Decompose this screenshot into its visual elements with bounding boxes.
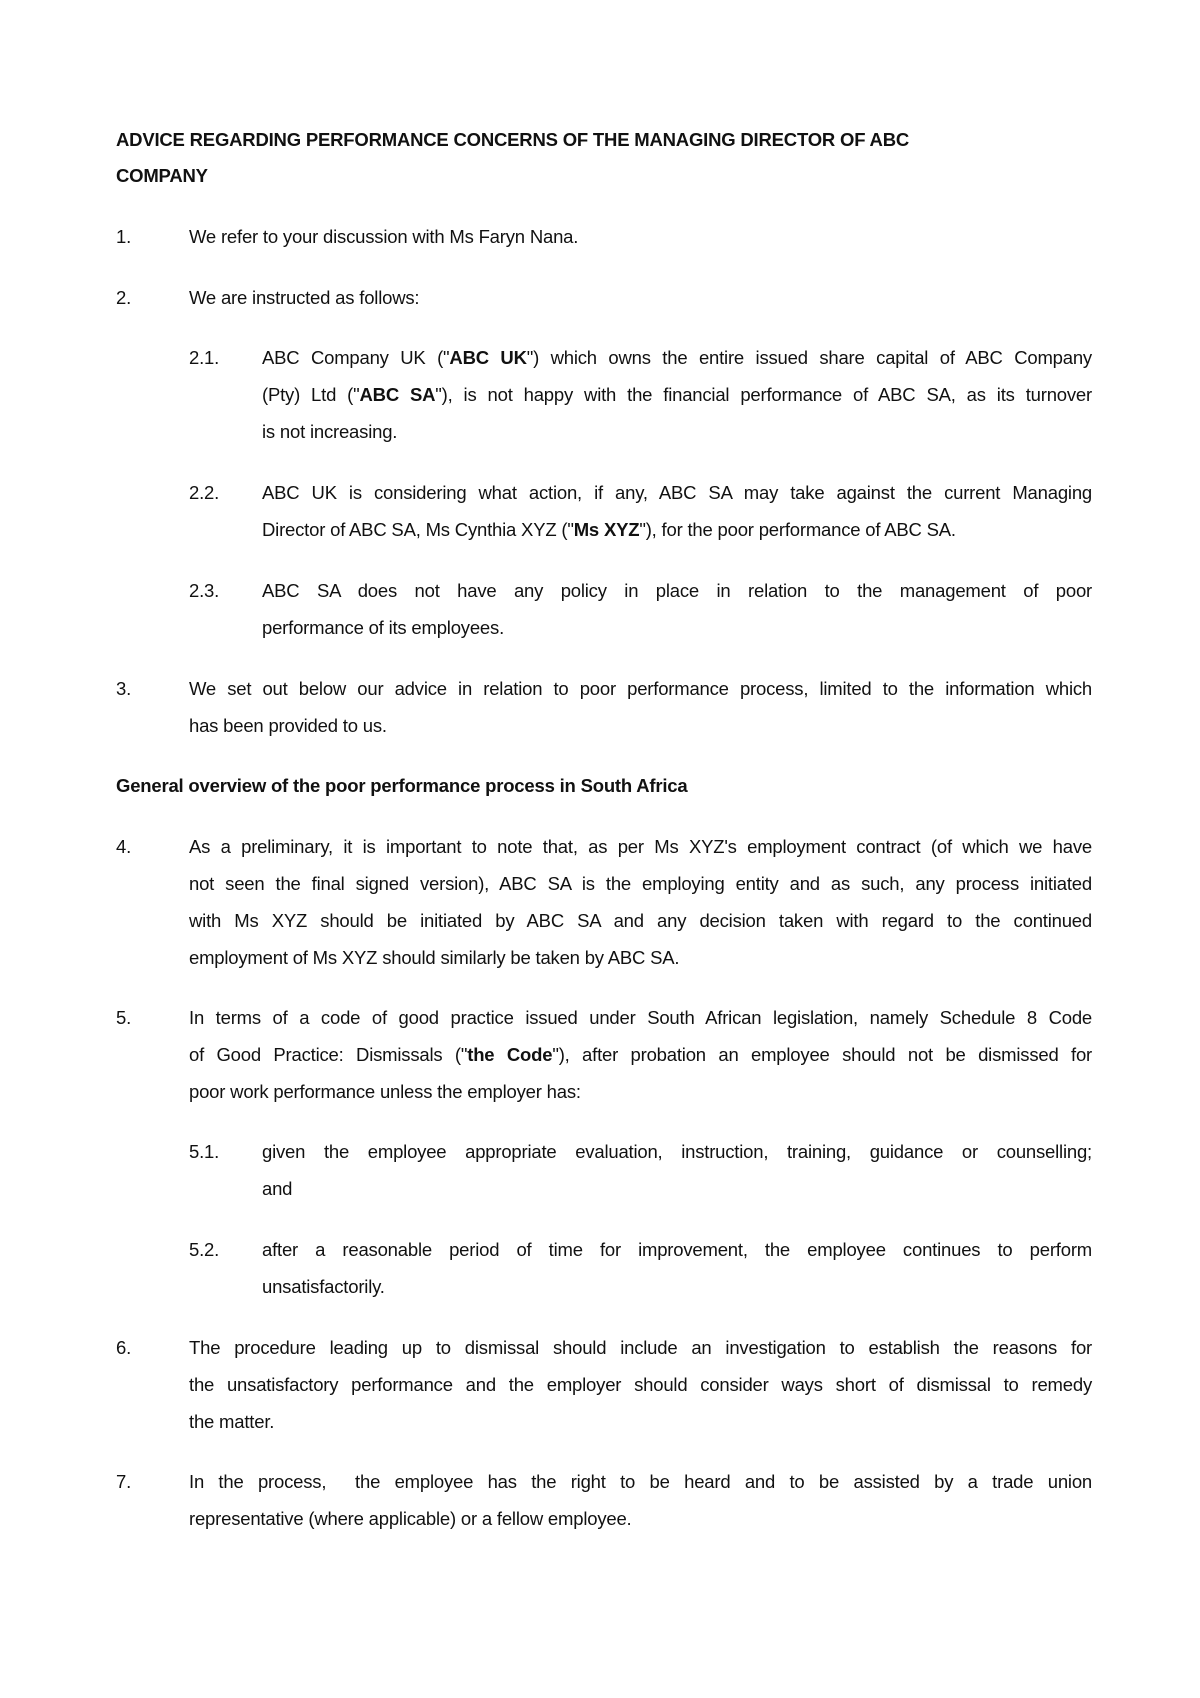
subparagraph-line: performance of its employees.: [262, 617, 505, 638]
defined-term: ABC SA: [359, 384, 436, 405]
paragraph-number: 6.: [116, 1337, 132, 1358]
paragraph-line: has been provided to us.: [189, 715, 387, 736]
subparagraph-line: and: [262, 1178, 293, 1199]
paragraph-line: the matter.: [189, 1411, 275, 1432]
document-title-line-2: COMPANY: [116, 165, 208, 186]
subparagraph-line: ABC Company UK ("ABC UK") which owns the entire issued share capital of ABC Company: [262, 347, 1092, 368]
subparagraph-number: 2.1.: [189, 347, 220, 368]
subparagraph-line: unsatisfactorily.: [262, 1276, 385, 1297]
subparagraph-line: (Pty) Ltd ("ABC SA"), is not happy with the financial performance of ABC SA, as its turnover: [262, 384, 1092, 405]
defined-term: the Code: [467, 1044, 553, 1065]
subparagraph-line: ABC SA does not have any policy in place in relation to the management of poor: [262, 580, 1092, 601]
defined-term: ABC UK: [449, 347, 527, 368]
paragraph-line: In terms of a code of good practice issued under South African legislation, namely Schedule 8 Code: [189, 1007, 1092, 1028]
subparagraph-line: after a reasonable period of time for improvement, the employee continues to perform: [262, 1239, 1092, 1260]
paragraph-number: 4.: [116, 836, 132, 857]
paragraph-line: The procedure leading up to dismissal should include an investigation to establish the reasons for: [189, 1337, 1092, 1358]
document-title-line-1: ADVICE REGARDING PERFORMANCE CONCERNS OF THE MANAGING DIRECTOR OF ABC: [116, 129, 910, 150]
paragraph-number: 1.: [116, 226, 132, 247]
paragraph-line: In the process, the employee has the right to be heard and to be assisted by a trade union: [189, 1471, 1092, 1492]
paragraph-number: 3.: [116, 678, 132, 699]
paragraph-number: 2.: [116, 287, 132, 308]
subparagraph-number: 2.3.: [189, 580, 220, 601]
subparagraph-number: 2.2.: [189, 482, 220, 503]
subparagraph-line: ABC UK is considering what action, if any, ABC SA may take against the current Managing: [262, 482, 1092, 503]
paragraph-text: We refer to your discussion with Ms Faryn Nana.: [189, 226, 579, 247]
subparagraph-line: Director of ABC SA, Ms Cynthia XYZ ("Ms XYZ"), for the poor performance of ABC SA.: [262, 519, 956, 540]
paragraph-line: poor work performance unless the employer has:: [189, 1081, 581, 1102]
paragraph-line: not seen the final signed version), ABC SA is the employing entity and as such, any process initiated: [189, 873, 1092, 894]
paragraph-line: We set out below our advice in relation to poor performance process, limited to the information which: [189, 678, 1092, 699]
paragraph-line: the unsatisfactory performance and the employer should consider ways short of dismissal to remedy: [189, 1374, 1092, 1395]
subparagraph-line: is not increasing.: [262, 421, 398, 442]
subparagraph-number: 5.2.: [189, 1239, 220, 1260]
subparagraph-line: given the employee appropriate evaluation, instruction, training, guidance or counselling;: [262, 1141, 1092, 1162]
subparagraph-number: 5.1.: [189, 1141, 220, 1162]
paragraph-number: 5.: [116, 1007, 132, 1028]
paragraph-text: We are instructed as follows:: [189, 287, 420, 308]
defined-term: Ms XYZ: [573, 519, 640, 540]
paragraph-line: of Good Practice: Dismissals ("the Code"), after probation an employee should not be dismissed for: [189, 1044, 1092, 1065]
section-heading: General overview of the poor performance process in South Africa: [116, 775, 688, 796]
paragraph-number: 7.: [116, 1471, 132, 1492]
paragraph-line: employment of Ms XYZ should similarly be taken by ABC SA.: [189, 947, 680, 968]
paragraph-line: with Ms XYZ should be initiated by ABC SA and any decision taken with regard to the continued: [189, 910, 1092, 931]
paragraph-line: representative (where applicable) or a fellow employee.: [189, 1508, 632, 1529]
paragraph-line: As a preliminary, it is important to note that, as per Ms XYZ's employment contract (of which we have: [189, 836, 1092, 857]
